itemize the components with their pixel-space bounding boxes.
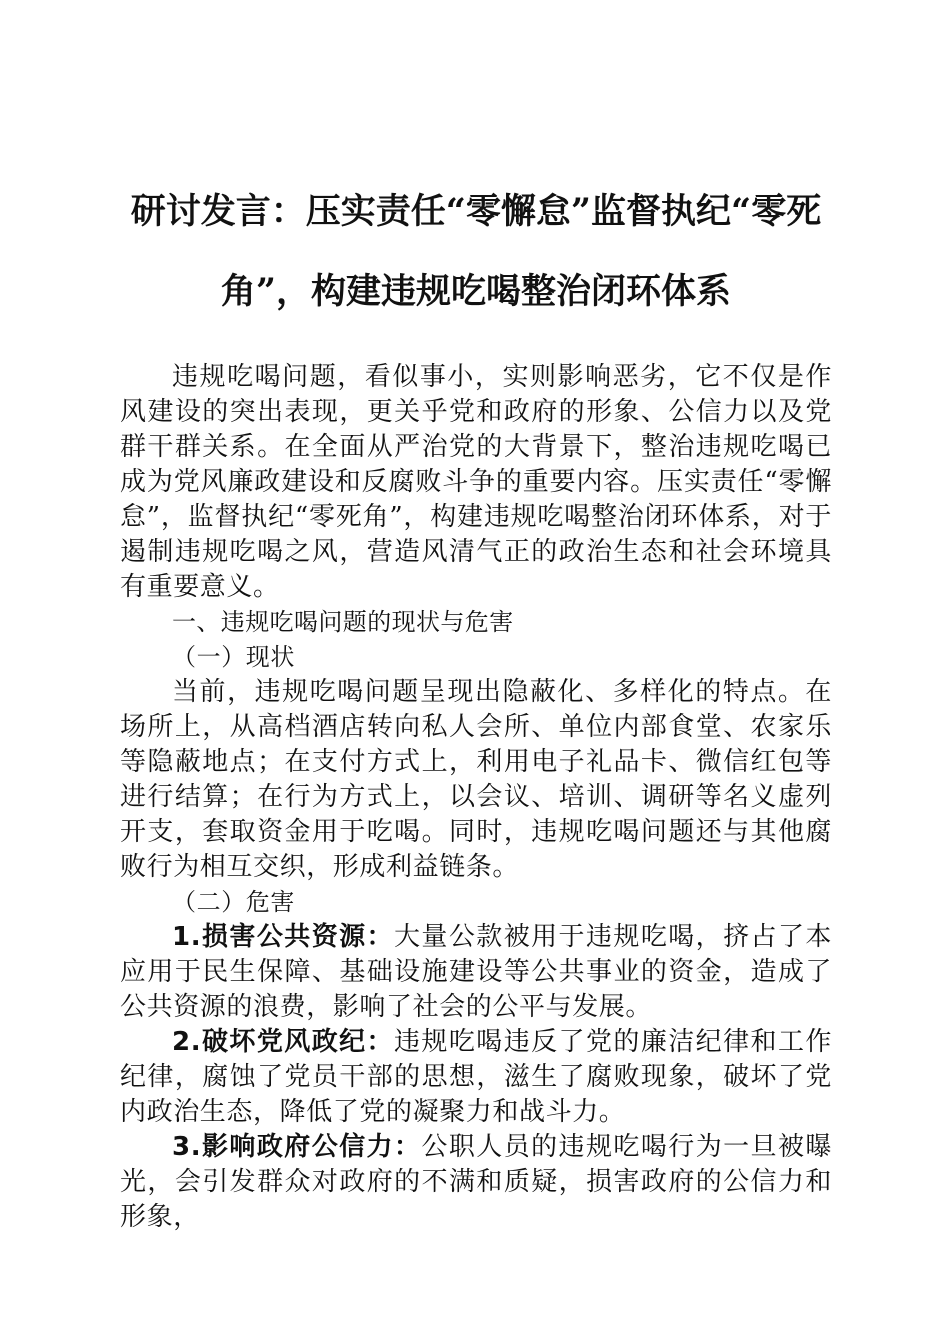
subsection-heading-harm: （二）危害 — [172, 888, 295, 916]
harm-item-2 — [120, 1025, 832, 1130]
document-title: 研讨发言：压实责任“零懈怠”监督执纪“零死角”，构建违规吃喝整治闭环体系 — [130, 191, 822, 312]
harm-item-2-text: 违规吃喝违反了党的廉洁纪律和工作纪律，腐蚀了党员干部的思想，滋生了腐败现象，破坏了党内政治生态，降低了党的凝聚力和战斗力。 — [120, 1027, 832, 1127]
harm-item-1-text: 大量公款被用于违规吃喝，挤占了本应用于民生保障、基础设施建设等公共事业的资金，造成了公共资源的浪费，影响了社会的公平与发展。 — [120, 922, 832, 1022]
section-heading: 一、违规吃喝问题的现状与危害 — [172, 608, 514, 636]
harm-item-2-lead: 2.破坏党风政纪： — [172, 1027, 394, 1057]
harm-item-3 — [120, 1130, 832, 1235]
status-paragraph: 当前，违规吃喝问题呈现出隐蔽化、多样化的特点。在场所上，从高档酒店转向私人会所、单位内部食堂、农家乐等隐蔽地点；在支付方式上，利用电子礼品卡、微信红包等进行结算；在行为方式上，以会议、培训、调研等名义虚列开支，套取资金用于吃喝。同时，违规吃喝问题还与其他腐败行为相互交织，形成利益链条。 — [120, 677, 832, 882]
intro-paragraph: 违规吃喝问题，看似事小，实则影响恶劣，它不仅是作风建设的突出表现，更关乎党和政府的形象、公信力以及党群干群关系。在全面从严治党的大背景下，整治违规吃喝已成为党风廉政建设和反腐败斗争的重要内容。压实责任“零懈怠”，监督执纪“零死角”，构建违规吃喝整治闭环体系，对于遏制违规吃喝之风，营造风清气正的政治生态和社会环境具有重要意义。 — [120, 362, 832, 602]
document-body — [120, 360, 832, 1235]
subsection-heading-status: （一）现状 — [172, 643, 295, 671]
harm-item-3-lead: 3.影响政府公信力： — [172, 1132, 422, 1162]
harm-item-1-lead: 1.损害公共资源： — [172, 922, 394, 952]
harm-item-3-text: 公职人员的违规吃喝行为一旦被曝光，会引发群众对政府的不满和质疑，损害政府的公信力和形象， — [120, 1132, 832, 1232]
harm-item-1 — [120, 920, 832, 1025]
